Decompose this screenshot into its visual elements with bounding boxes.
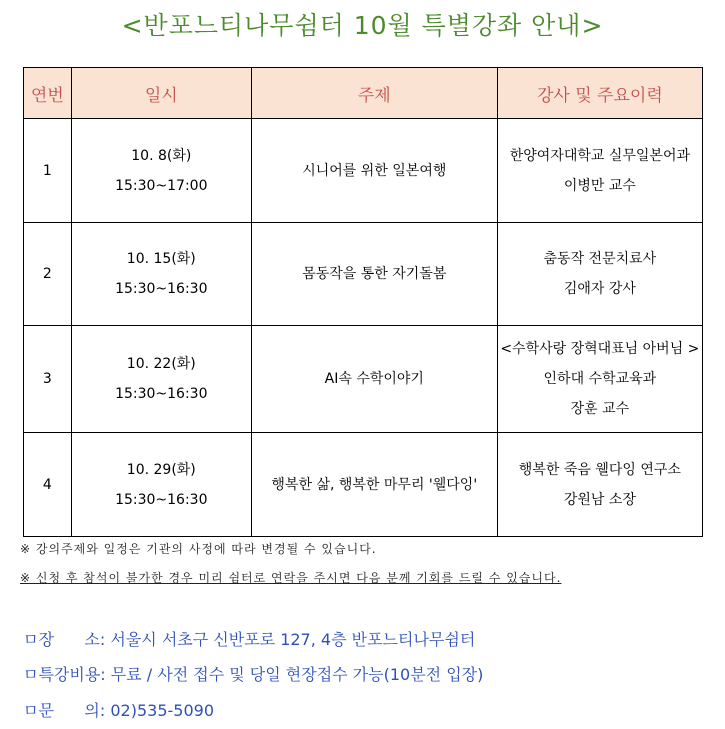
row-date: 10. 22(화) — [126, 356, 196, 372]
header-topic: 주제 — [251, 68, 497, 119]
header-lecturer: 강사 및 주요이력 — [497, 68, 702, 119]
row-topic: AI속 수학이야기 — [251, 326, 497, 433]
header-number: 연번 — [24, 68, 72, 119]
row-time: 15:30~16:30 — [115, 491, 208, 508]
row-topic: 몸동작을 통한 자기돌봄 — [251, 223, 497, 326]
row-topic: 시니어를 위한 일본여행 — [251, 119, 497, 223]
row-lecturer — [497, 433, 702, 537]
table-row — [24, 326, 703, 433]
header-datetime: 일시 — [71, 68, 251, 119]
row-lecturer — [497, 119, 702, 223]
row-time: 15:30~16:30 — [115, 281, 208, 297]
table-row — [24, 119, 703, 223]
row-number: 4 — [24, 433, 72, 537]
lecture-schedule-table — [23, 67, 703, 537]
table-row — [24, 433, 703, 537]
fee-label: ㅁ특강비용: — [23, 665, 106, 684]
table-row — [24, 223, 703, 326]
row-date: 10. 15(화) — [126, 251, 196, 267]
fee-info — [23, 662, 483, 685]
lecturer-line: 한양여자대학교 실무일본어과 — [509, 147, 690, 164]
row-number: 1 — [24, 119, 72, 223]
row-date: 10. 8(화) — [131, 147, 192, 164]
row-datetime — [71, 326, 251, 433]
lecturer-line: 춤동작 전문치료사 — [543, 251, 657, 267]
contact-value: 02)535-5090 — [110, 701, 215, 720]
row-time: 15:30~17:00 — [115, 177, 208, 194]
row-lecturer — [497, 326, 702, 433]
place-value: 서울시 서초구 신반포로 127, 4층 반포느티나무쉼터 — [110, 630, 476, 649]
lecturer-line: 장훈 교수 — [570, 401, 630, 417]
lecturer-line: 인하대 수학교육과 — [543, 371, 657, 387]
place-label: ㅁ장 소: — [23, 630, 106, 649]
contact-info — [23, 698, 214, 721]
row-date: 10. 29(화) — [126, 461, 196, 478]
cancellation-note: ※ 신청 후 참석이 불가한 경우 미리 쉼터로 연락을 주시면 다음 분께 기회를 드릴 수 있습니다. — [20, 571, 562, 585]
row-number: 3 — [24, 326, 72, 433]
lecturer-line: 김애자 강사 — [563, 281, 636, 297]
row-datetime — [71, 223, 251, 326]
row-datetime — [71, 119, 251, 223]
lecturer-line: 행복한 죽음 웰다잉 연구소 — [518, 461, 681, 478]
row-lecturer — [497, 223, 702, 326]
page-title: <반포느티나무쉼터 10월 특별강좌 안내> — [121, 11, 604, 40]
contact-label: ㅁ문 의: — [23, 701, 106, 720]
lecturer-line: 이병만 교수 — [563, 177, 636, 194]
place-info — [23, 627, 475, 650]
lecturer-line: 강원남 소장 — [563, 491, 636, 508]
row-time: 15:30~16:30 — [115, 386, 208, 402]
row-number: 2 — [24, 223, 72, 326]
lecturer-line: <수학사랑 장혁대표님 아버님 > — [500, 341, 700, 357]
row-topic: 행복한 삶, 행복한 마무리 '웰다잉' — [251, 433, 497, 537]
row-datetime — [71, 433, 251, 537]
schedule-change-note: ※ 강의주제와 일정은 기관의 사정에 따라 변경될 수 있습니다. — [20, 542, 377, 556]
fee-value: 무료 / 사전 접수 및 당일 현장접수 가능(10분전 입장) — [110, 665, 484, 684]
table-header-row — [24, 68, 703, 119]
